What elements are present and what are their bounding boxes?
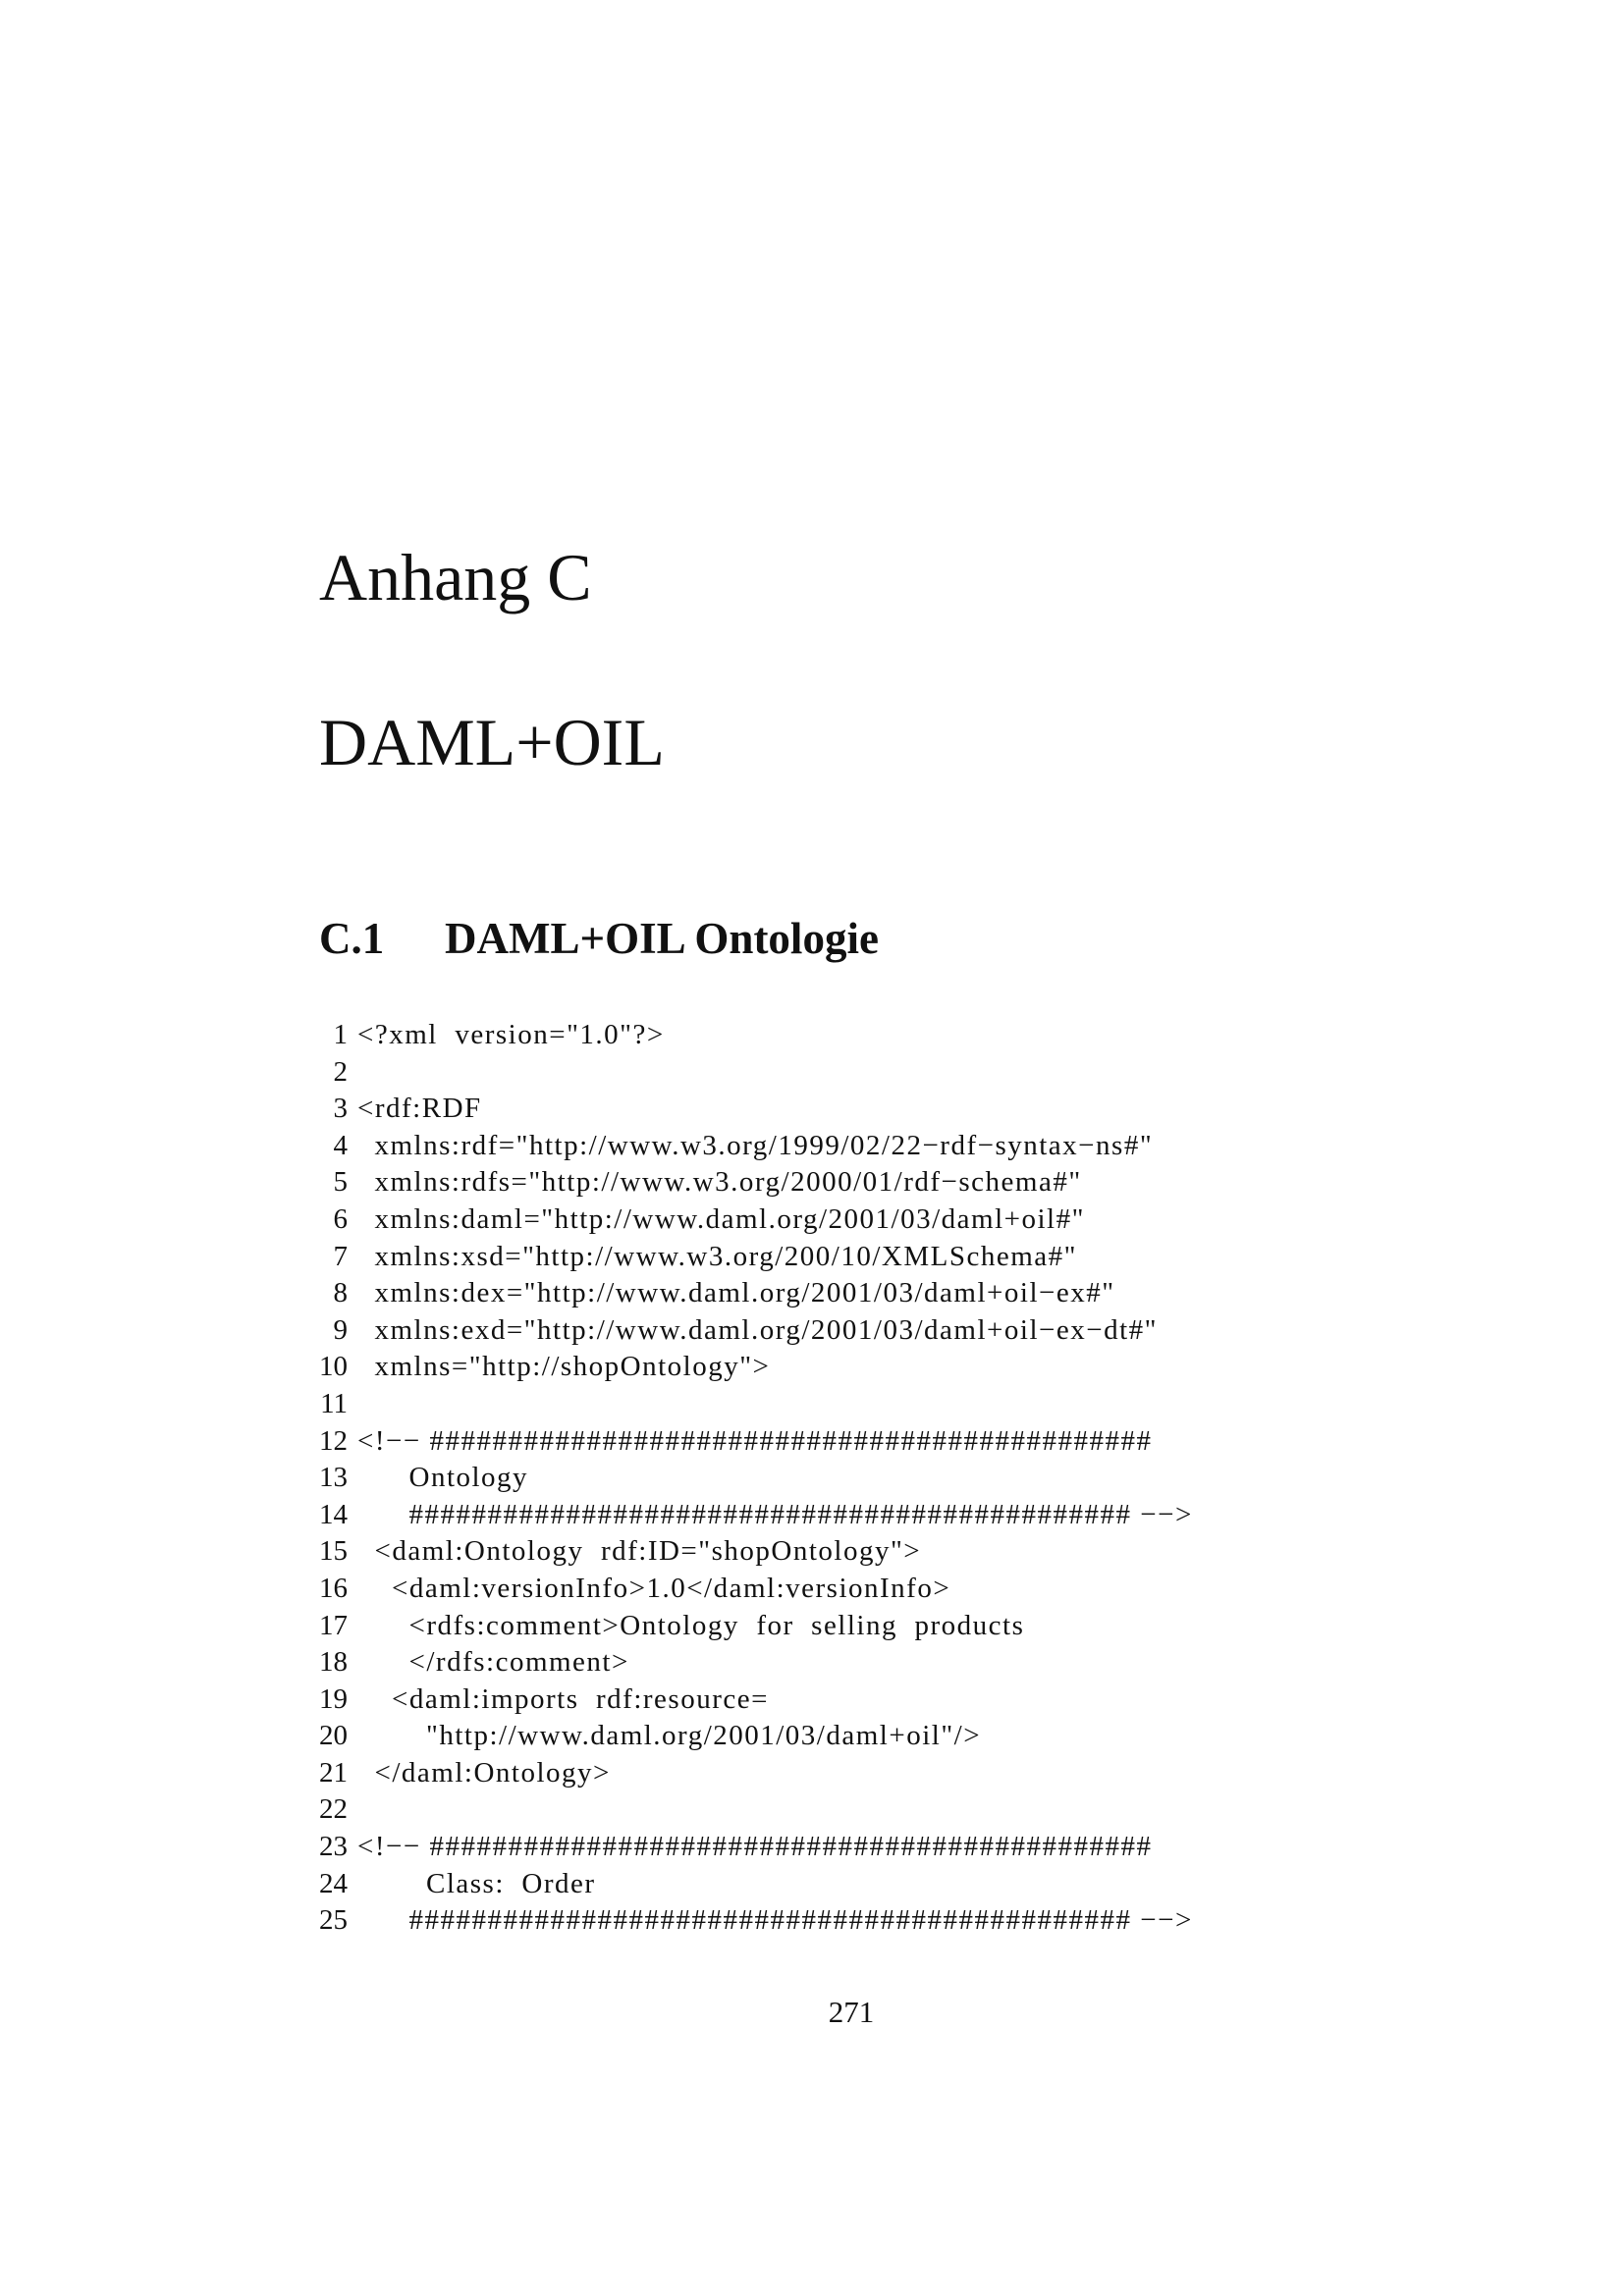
code-line xyxy=(312,1460,1392,1497)
code-line xyxy=(312,1718,1392,1755)
line-text: <!−− ############################################## xyxy=(357,1831,1153,1863)
line-number: 16 xyxy=(319,1572,348,1604)
line-text: <!−− ############################################## xyxy=(357,1424,1153,1457)
line-text: </daml:Ontology> xyxy=(357,1756,611,1789)
line-text xyxy=(357,1791,1392,1829)
line-number: 18 xyxy=(319,1646,348,1679)
line-number: 24 xyxy=(319,1867,348,1899)
page-number: 271 xyxy=(828,1995,875,2029)
line-text: "http://www.daml.org/2001/03/daml+oil"/> xyxy=(357,1720,982,1752)
line-text: Ontology xyxy=(357,1462,529,1494)
line-number: 14 xyxy=(319,1498,348,1530)
line-text: xmlns:rdfs="http://www.w3.org/2000/01/rdf−schema#" xyxy=(357,1166,1082,1199)
line-number: 19 xyxy=(319,1682,348,1715)
code-line xyxy=(312,1755,1392,1792)
section-title: DAML+OIL Ontologie xyxy=(445,914,879,963)
code-line xyxy=(312,1312,1392,1350)
code-line xyxy=(312,1275,1392,1312)
line-text: ############################################## −−> xyxy=(357,1498,1193,1530)
code-line xyxy=(312,1533,1392,1571)
line-text: </rdfs:comment> xyxy=(357,1646,629,1679)
code-listing xyxy=(312,1017,1392,1940)
line-number: 2 xyxy=(333,1055,348,1088)
code-line xyxy=(312,1902,1392,1940)
line-text xyxy=(357,1386,1392,1423)
code-line xyxy=(312,1386,1392,1423)
code-line xyxy=(312,1164,1392,1201)
line-number: 22 xyxy=(319,1793,348,1826)
code-line xyxy=(312,1608,1392,1645)
line-text xyxy=(357,1054,1392,1092)
chapter-label: Anhang C xyxy=(319,540,592,614)
line-text: xmlns:rdf="http://www.w3.org/1999/02/22−rdf−syntax−ns#" xyxy=(357,1129,1154,1161)
line-number: 25 xyxy=(319,1904,348,1937)
section-heading xyxy=(319,911,879,966)
code-line xyxy=(312,1644,1392,1682)
code-line xyxy=(312,1829,1392,1866)
code-line xyxy=(312,1497,1392,1534)
code-line xyxy=(312,1682,1392,1719)
line-text: xmlns:xsd="http://www.w3.org/200/10/XMLSchema#" xyxy=(357,1240,1077,1272)
line-text: <?xml version="1.0"?> xyxy=(357,1019,665,1050)
chapter-title: DAML+OIL xyxy=(319,705,665,779)
code-line xyxy=(312,1128,1392,1165)
code-line xyxy=(312,1791,1392,1829)
code-line xyxy=(312,1091,1392,1128)
line-number: 15 xyxy=(319,1535,348,1568)
code-line xyxy=(312,1017,1392,1054)
code-line xyxy=(312,1349,1392,1386)
line-number: 10 xyxy=(319,1351,348,1383)
code-line xyxy=(312,1866,1392,1903)
line-number: 11 xyxy=(320,1387,348,1419)
line-text: <rdfs:comment>Ontology for selling products xyxy=(357,1609,1025,1641)
line-number: 17 xyxy=(319,1609,348,1641)
line-number: 12 xyxy=(319,1424,348,1457)
line-number: 20 xyxy=(319,1720,348,1752)
line-number: 3 xyxy=(333,1093,348,1125)
line-number: 7 xyxy=(333,1240,348,1272)
code-line xyxy=(312,1423,1392,1461)
code-line xyxy=(312,1239,1392,1276)
code-line xyxy=(312,1571,1392,1608)
line-number: 5 xyxy=(333,1166,348,1199)
line-text: <rdf:RDF xyxy=(357,1093,482,1125)
code-line xyxy=(312,1201,1392,1239)
code-line xyxy=(312,1054,1392,1092)
line-text: <daml:versionInfo>1.0</daml:versionInfo> xyxy=(357,1572,951,1604)
line-text: xmlns:daml="http://www.daml.org/2001/03/daml+oil#" xyxy=(357,1202,1085,1235)
line-text: xmlns="http://shopOntology"> xyxy=(357,1351,771,1383)
line-text: xmlns:dex="http://www.daml.org/2001/03/daml+oil−ex#" xyxy=(357,1277,1115,1309)
line-number: 4 xyxy=(333,1129,348,1161)
line-text: xmlns:exd="http://www.daml.org/2001/03/daml+oil−ex−dt#" xyxy=(357,1313,1158,1346)
section-number: C.1 xyxy=(319,914,385,963)
line-number: 8 xyxy=(333,1277,348,1309)
line-text: Class: Order xyxy=(357,1867,596,1899)
line-number: 6 xyxy=(333,1202,348,1235)
line-text: ############################################## −−> xyxy=(357,1904,1193,1937)
line-number: 21 xyxy=(319,1756,348,1789)
line-number: 23 xyxy=(319,1831,348,1863)
line-number: 1 xyxy=(333,1019,348,1050)
line-number: 9 xyxy=(333,1313,348,1346)
line-number: 13 xyxy=(319,1462,348,1494)
line-text: <daml:imports rdf:resource= xyxy=(357,1682,769,1715)
line-text: <daml:Ontology rdf:ID="shopOntology"> xyxy=(357,1535,922,1568)
